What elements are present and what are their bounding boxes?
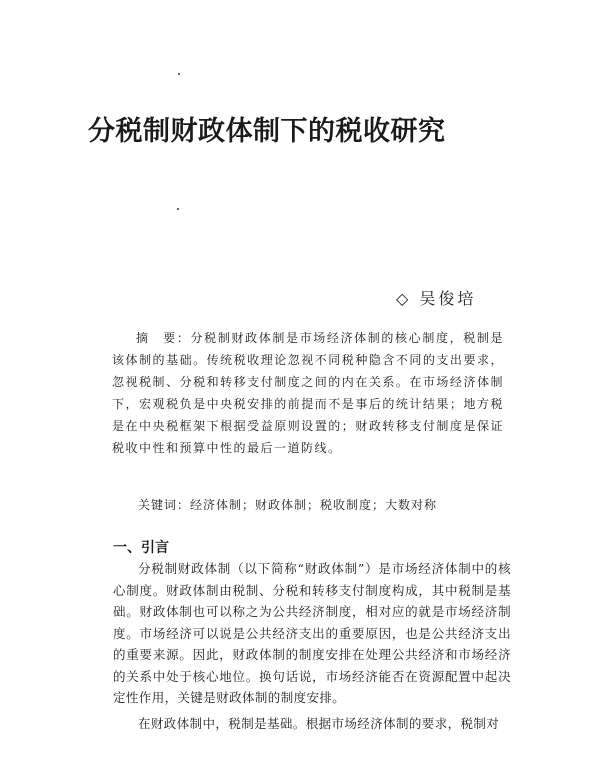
abstract (112, 327, 504, 459)
keywords-label: 关键词： (138, 498, 191, 512)
scan-speck (178, 73, 180, 75)
scan-speck (177, 208, 179, 210)
body-text (113, 558, 511, 738)
paragraph: 在财政体制中，税制是基础。根据市场经济体制的要求，税制对 (138, 715, 500, 731)
author-name: ◇ 吴俊培 (396, 289, 477, 308)
section-heading: 一、引言 (113, 540, 169, 556)
article-title: 分税制财政体制下的税收研究 (88, 116, 446, 147)
keywords-list: 经济体制；财政体制；税收制度；大数对称 (190, 498, 438, 512)
abstract-text: 分税制财政体制是市场经济体制的核心制度，税制是该体制的基础。传统税收理论忽视不同税种隐含不同的支出要求，忽视税制、分税和转移支付制度之间的内在关系。在市场经济体制下，宏观税负是中央税安排的前提而不是事后的统计结果；地方税是在中央税框架下根据受益原则设置的；财政转移支付制度是保证税收中性和预算中性的最后一道防线。 (112, 331, 504, 455)
abstract-label: 摘 要： (136, 331, 191, 345)
paragraph: 分税制财政体制（以下简称“财政体制”）是市场经济体制中的核心制度。财政体制由税制、分税和转移支付制度构成，其中税制是基础。财政体制也可以称之为公共经济制度，相对应的就是市场经济制度。市场经济可以说是公共经济支出的重要原因，也是公共经济支出的重要来源。因此，财政体制的制度安排在处理公共经济和市场经济的关系中处于核心地位。换句话说，市场经济能否在资源配置中起决定性作用，关键是财政体制的制度安排。 (113, 561, 511, 705)
keywords (138, 496, 518, 514)
